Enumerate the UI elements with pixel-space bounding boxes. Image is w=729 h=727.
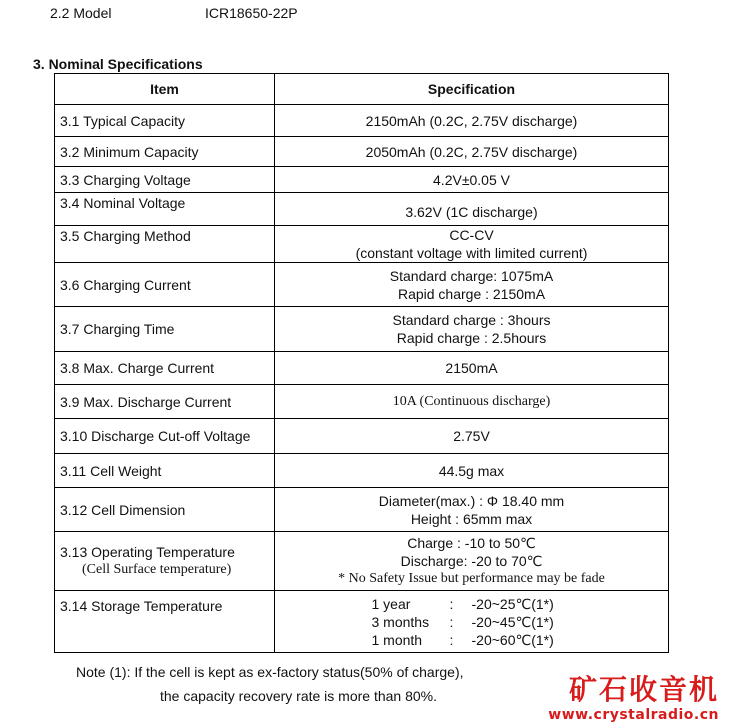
spec-line: Rapid charge : 2.5hours xyxy=(396,330,547,346)
row-spec: 2150mAh (0.2C, 2.75V discharge) xyxy=(275,105,669,137)
note-line: the capacity recovery rate is more than 80%. xyxy=(160,688,438,704)
row-item xyxy=(55,532,275,591)
storage-separator: : xyxy=(449,595,454,612)
footnote xyxy=(76,660,516,708)
spec-table xyxy=(54,73,669,653)
row-spec xyxy=(275,226,669,263)
storage-range: -20~25℃(1*) xyxy=(471,595,554,612)
spec-line: Charge : -10 to 50℃ xyxy=(407,535,536,551)
row-spec: 10A (Continuous discharge) xyxy=(275,385,669,419)
table-row xyxy=(55,137,669,167)
row-item: 3.11 Cell Weight xyxy=(55,454,275,488)
table-row xyxy=(55,307,669,352)
table-row xyxy=(55,193,669,226)
row-spec xyxy=(275,591,669,653)
row-item: 3.8 Max. Charge Current xyxy=(55,352,275,385)
table-row xyxy=(55,167,669,193)
spec-line: Discharge: -20 to 70℃ xyxy=(400,553,543,569)
storage-separator: : xyxy=(449,631,454,648)
watermark xyxy=(548,673,719,723)
row-item: 3.1 Typical Capacity xyxy=(55,105,275,137)
table-row xyxy=(55,419,669,454)
spec-line: (constant voltage with limited current) xyxy=(355,245,588,261)
row-spec: 3.62V (1C discharge) xyxy=(275,193,669,226)
table-row xyxy=(55,488,669,532)
spec-line: Diameter(max.) : Φ 18.40 mm xyxy=(378,492,565,509)
model-row xyxy=(50,4,470,22)
storage-range: -20~45℃(1*) xyxy=(471,613,554,630)
spec-line: Standard charge : 3hours xyxy=(392,312,551,328)
storage-line xyxy=(280,631,663,649)
row-item: 3.7 Charging Time xyxy=(55,307,275,352)
row-spec xyxy=(275,307,669,352)
section-title: 3. Nominal Specifications xyxy=(33,56,203,72)
row-item: 3.10 Discharge Cut-off Voltage xyxy=(55,419,275,454)
table-header-row xyxy=(55,74,669,105)
storage-separator: : xyxy=(449,613,454,630)
spec-footnote: * No Safety Issue but performance may be fade xyxy=(338,571,605,586)
model-label: 2.2 Model xyxy=(50,5,112,21)
storage-period: 1 year xyxy=(371,595,411,612)
row-item-title: 3.13 Operating Temperature xyxy=(60,544,235,560)
table-row xyxy=(55,385,669,419)
table-row xyxy=(55,591,669,653)
row-item: 3.4 Nominal Voltage xyxy=(55,193,275,226)
spec-line: CC-CV xyxy=(449,227,494,243)
spec-line: Rapid charge : 2150mA xyxy=(397,285,546,302)
watermark-url: www.crystalradio.cn xyxy=(548,707,719,723)
row-spec xyxy=(275,488,669,532)
storage-line xyxy=(280,613,663,631)
note-line: Note (1): If the cell is kept as ex-factory status(50% of charge), xyxy=(76,664,464,680)
row-item-subtitle: (Cell Surface temperature) xyxy=(82,562,232,577)
row-spec xyxy=(275,532,669,591)
row-item: 3.14 Storage Temperature xyxy=(55,591,275,653)
header-specification: Specification xyxy=(275,74,669,105)
row-item: 3.9 Max. Discharge Current xyxy=(55,385,275,419)
row-spec xyxy=(275,263,669,307)
spec-line: Height : 65mm max xyxy=(410,510,533,527)
storage-period: 3 months xyxy=(371,613,430,630)
storage-period: 1 month xyxy=(371,631,423,648)
row-item: 3.2 Minimum Capacity xyxy=(55,137,275,167)
storage-range: -20~60℃(1*) xyxy=(471,631,554,648)
row-spec: 2150mA xyxy=(275,352,669,385)
header-item: Item xyxy=(55,74,275,105)
table-row xyxy=(55,105,669,137)
table-row xyxy=(55,532,669,591)
table-row xyxy=(55,226,669,263)
row-item: 3.6 Charging Current xyxy=(55,263,275,307)
table-row xyxy=(55,263,669,307)
row-item: 3.12 Cell Dimension xyxy=(55,488,275,532)
watermark-title: 矿石收音机 xyxy=(568,673,719,706)
model-value: ICR18650-22P xyxy=(205,5,298,21)
table-row xyxy=(55,352,669,385)
spec-line: Standard charge: 1075mA xyxy=(389,267,554,284)
row-item: 3.3 Charging Voltage xyxy=(55,167,275,193)
row-item: 3.5 Charging Method xyxy=(55,226,275,263)
storage-line xyxy=(280,595,663,613)
row-spec: 4.2V±0.05 V xyxy=(275,167,669,193)
row-spec: 2050mAh (0.2C, 2.75V discharge) xyxy=(275,137,669,167)
table-row xyxy=(55,454,669,488)
row-spec: 44.5g max xyxy=(275,454,669,488)
row-spec: 2.75V xyxy=(275,419,669,454)
